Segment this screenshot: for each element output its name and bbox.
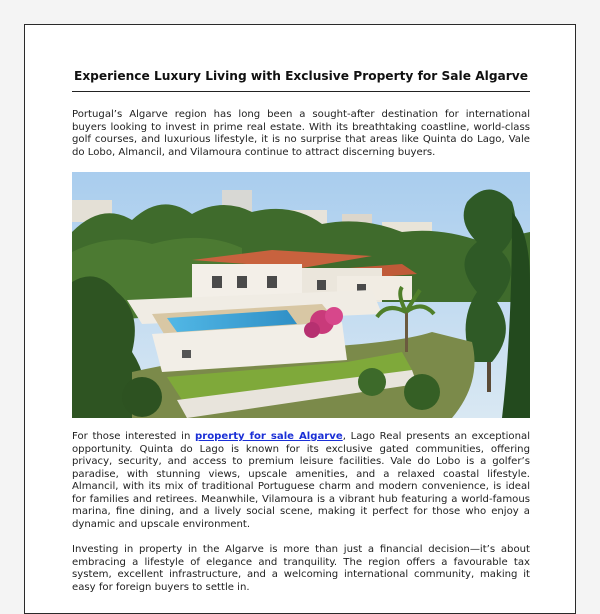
investment-paragraph: Investing in property in the Algarve is more than just a financial decision—it’s about embracing a lifestyle of elegance and tranquility. The region offers a favourable tax system, excellent infrastructure, and a welcoming international community, making it easy for foreign buyers to settle in. <box>72 544 530 593</box>
document-page <box>24 24 576 614</box>
intro-paragraph: Portugal’s Algarve region has long been a sought-after destination for international buyers looking to invest in prime real estate. With its breathtaking coastline, world-class golf courses, and luxurious lifestyle, it is no surprise that areas like Quinta do Lago, Vale do Lobo, Almancil, and Vilamoura continue to attract discerning buyers. <box>72 109 530 158</box>
paragraph-text-after-link: , Lago Real presents an exceptional opportunity. Quinta do Lago is known for its exclusive gated communities, offering privacy, security, and access to premium leisure facilities. Vale do Lobo is a golfer’s paradise, with stunning views, upscale amenities, and a relaxed coastal lifestyle. Almancil, with its mix of traditional Portuguese charm and modern convenience, is ideal for families and retirees. Meanwhile, Vilamoura is a vibrant hub featuring a world-famous marina, fine dining, and a lively social scene, making it perfect for those who enjoy a dynamic and upscale environment. <box>72 431 530 530</box>
locations-paragraph <box>72 431 530 531</box>
villa-photo <box>72 172 530 418</box>
title-divider <box>72 91 530 92</box>
property-for-sale-link[interactable]: property for sale Algarve <box>195 431 343 442</box>
paragraph-text-before-link: For those interested in <box>72 431 196 442</box>
page-title: Experience Luxury Living with Exclusive Property for Sale Algarve <box>74 69 528 83</box>
